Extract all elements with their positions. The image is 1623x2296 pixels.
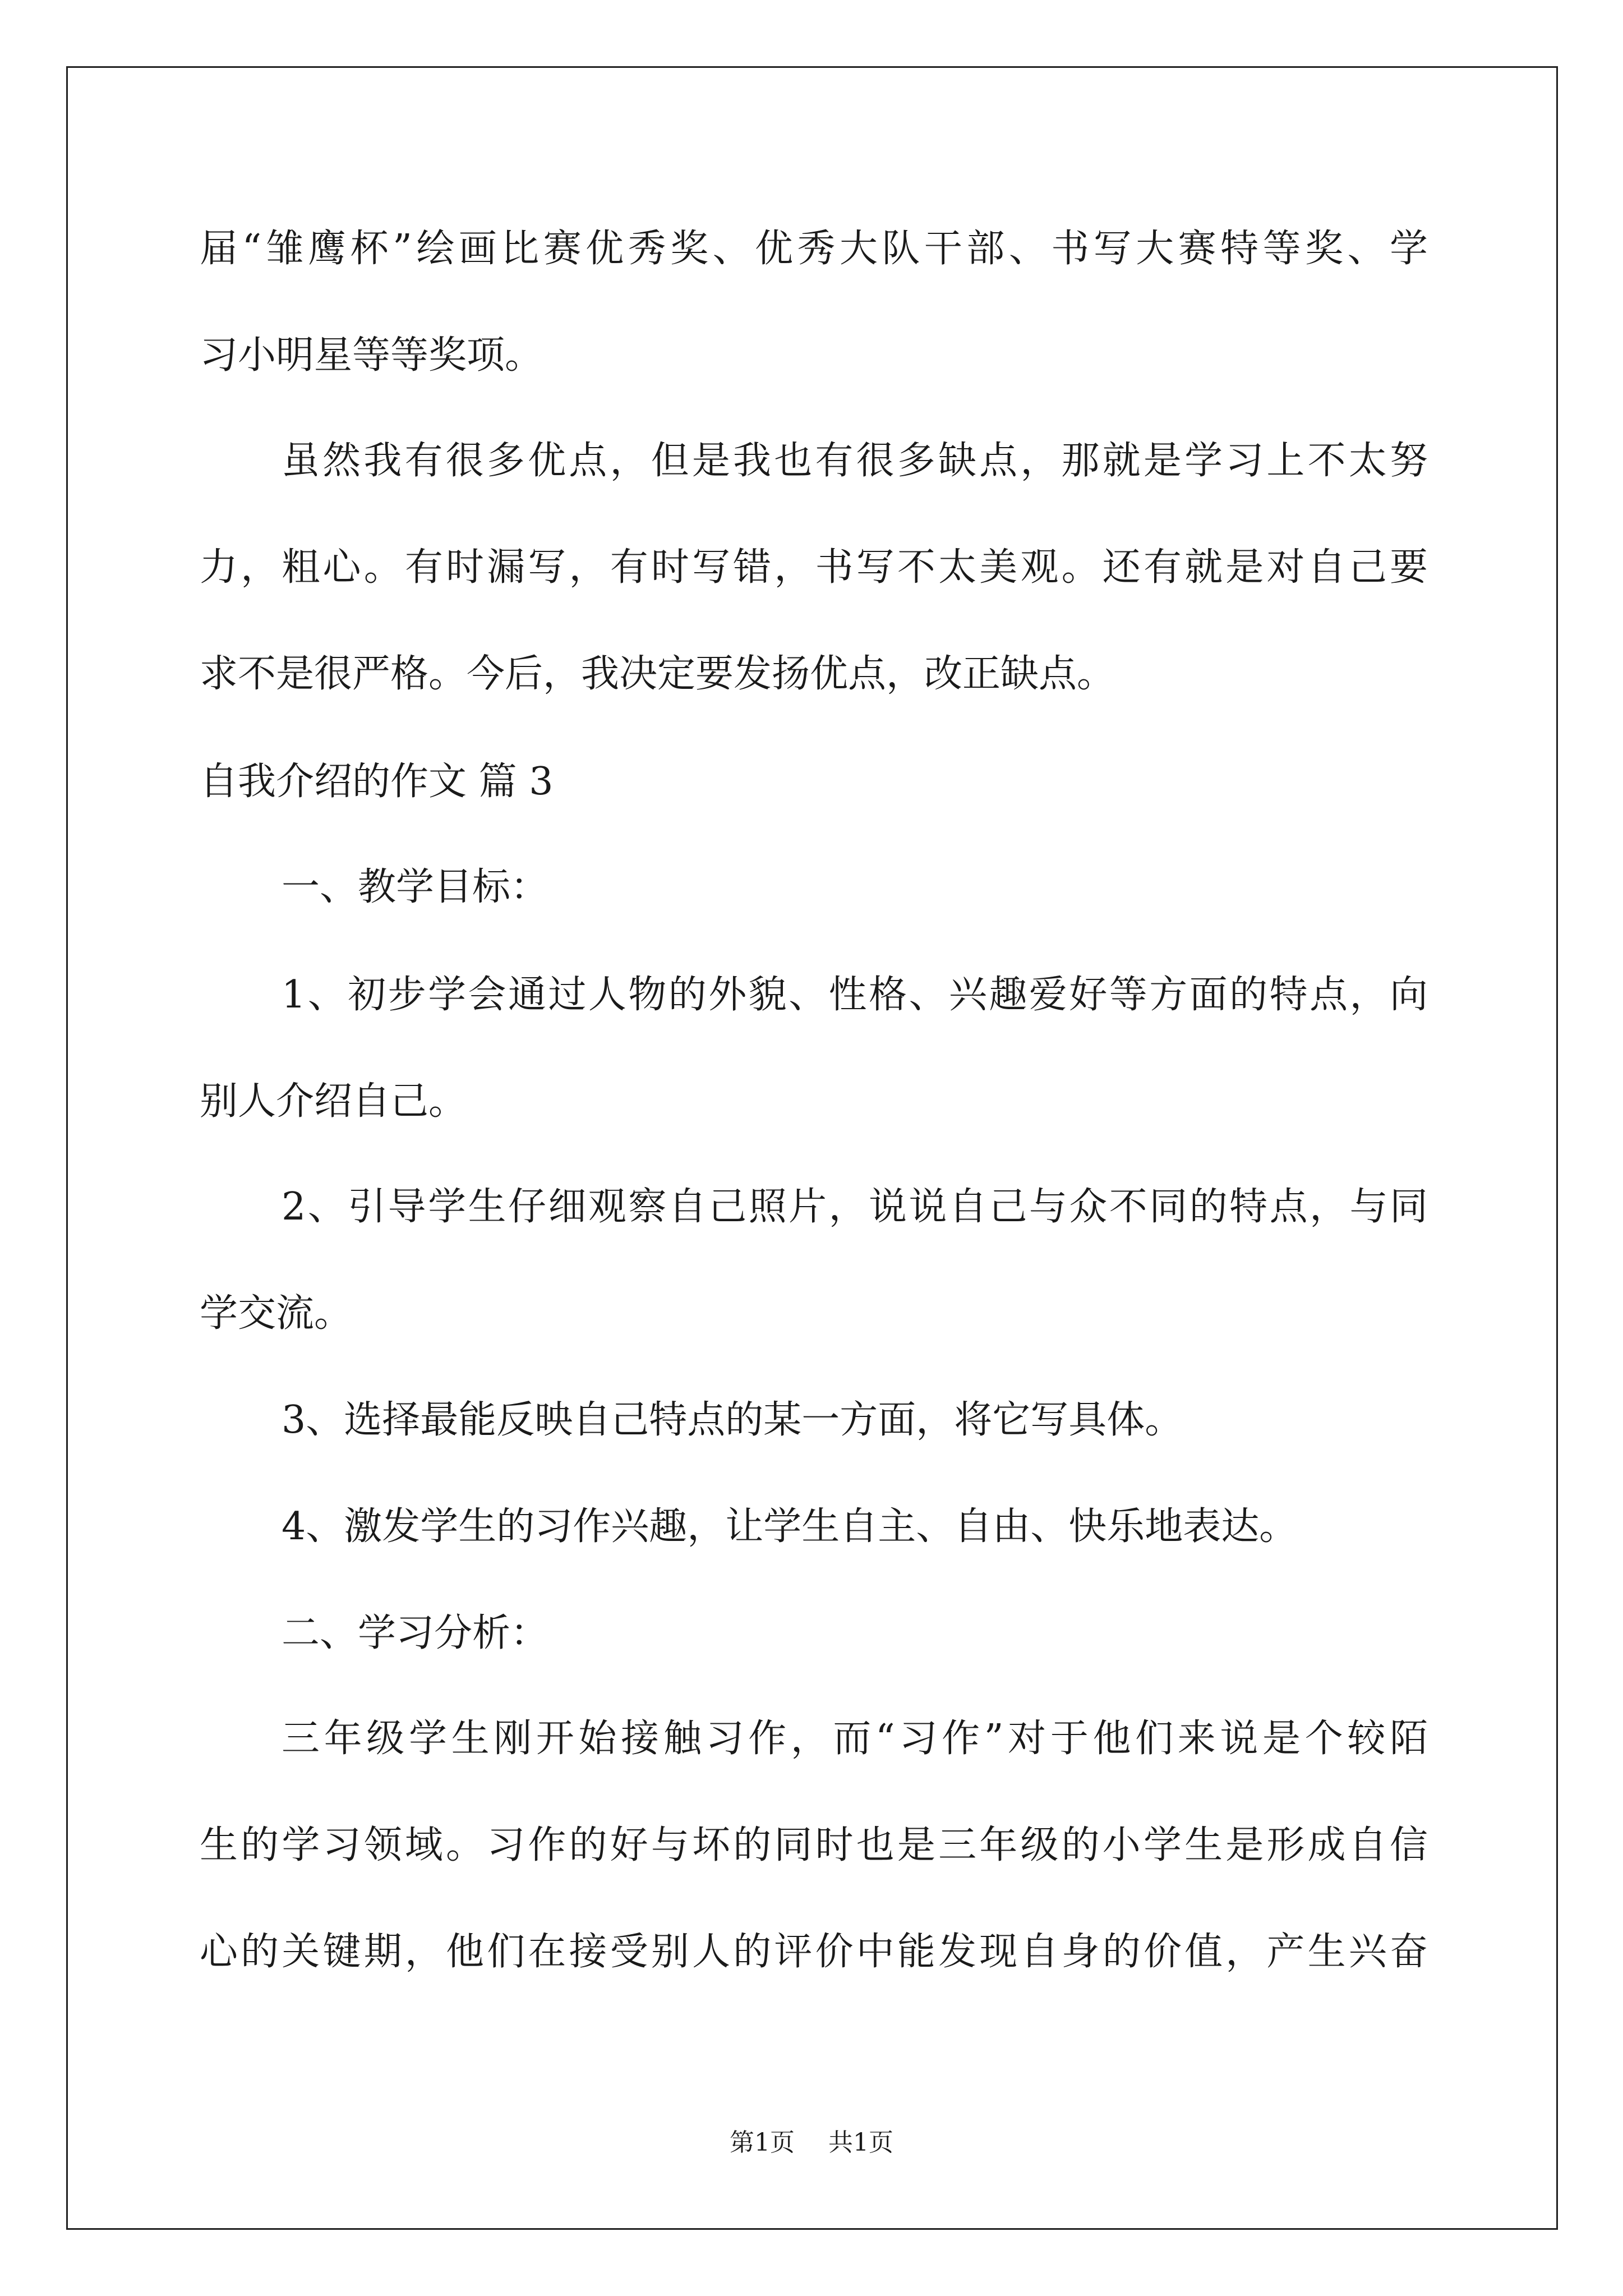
text-line: 2、引导学生仔细观察自己照片，说说自己与众不同的特点，与同 xyxy=(282,1185,1428,1229)
text-line: 届“雏鹰杯”绘画比赛优秀奖、优秀大队干部、书写大赛特等奖、学 xyxy=(200,227,1428,271)
text-line: 力，粗心。有时漏写，有时写错，书写不太美观。还有就是对自己要 xyxy=(200,545,1428,590)
text-line: 一、教学目标： xyxy=(282,865,549,909)
text-line: 别人介绍自己。 xyxy=(200,1079,467,1124)
page-footer xyxy=(0,2128,1623,2157)
text-line: 3、选择最能反映自己特点的某一方面，将它写具体。 xyxy=(282,1398,1183,1442)
text-line: 三年级学生刚开始接触习作，而“习作”对于他们来说是个较陌 xyxy=(282,1717,1428,1761)
page-border xyxy=(66,66,1558,2230)
page-total: 共1页 xyxy=(828,2128,893,2157)
text-line: 生的学习领域。习作的好与坏的同时也是三年级的小学生是形成自信 xyxy=(200,1823,1428,1867)
text-line: 虽然我有很多优点，但是我也有很多缺点，那就是学习上不太努 xyxy=(282,439,1428,483)
text-line: 求不是很严格。今后，我决定要发扬优点，改正缺点。 xyxy=(200,652,1115,696)
text-line: 学交流。 xyxy=(200,1291,353,1336)
section-heading: 自我介绍的作文 篇 3 xyxy=(200,760,554,804)
text-line: 习小明星等等奖项。 xyxy=(200,333,543,378)
text-line: 1、初步学会通过人物的外貌、性格、兴趣爱好等方面的特点，向 xyxy=(282,973,1428,1017)
text-line: 二、学习分析： xyxy=(282,1611,549,1655)
page-number: 第1页 xyxy=(730,2128,795,2157)
text-line: 心的关键期，他们在接受别人的评价中能发现自身的价值，产生兴奋 xyxy=(200,1930,1428,1974)
text-line: 4、激发学生的习作兴趣，让学生自主、自由、快乐地表达。 xyxy=(282,1504,1298,1549)
